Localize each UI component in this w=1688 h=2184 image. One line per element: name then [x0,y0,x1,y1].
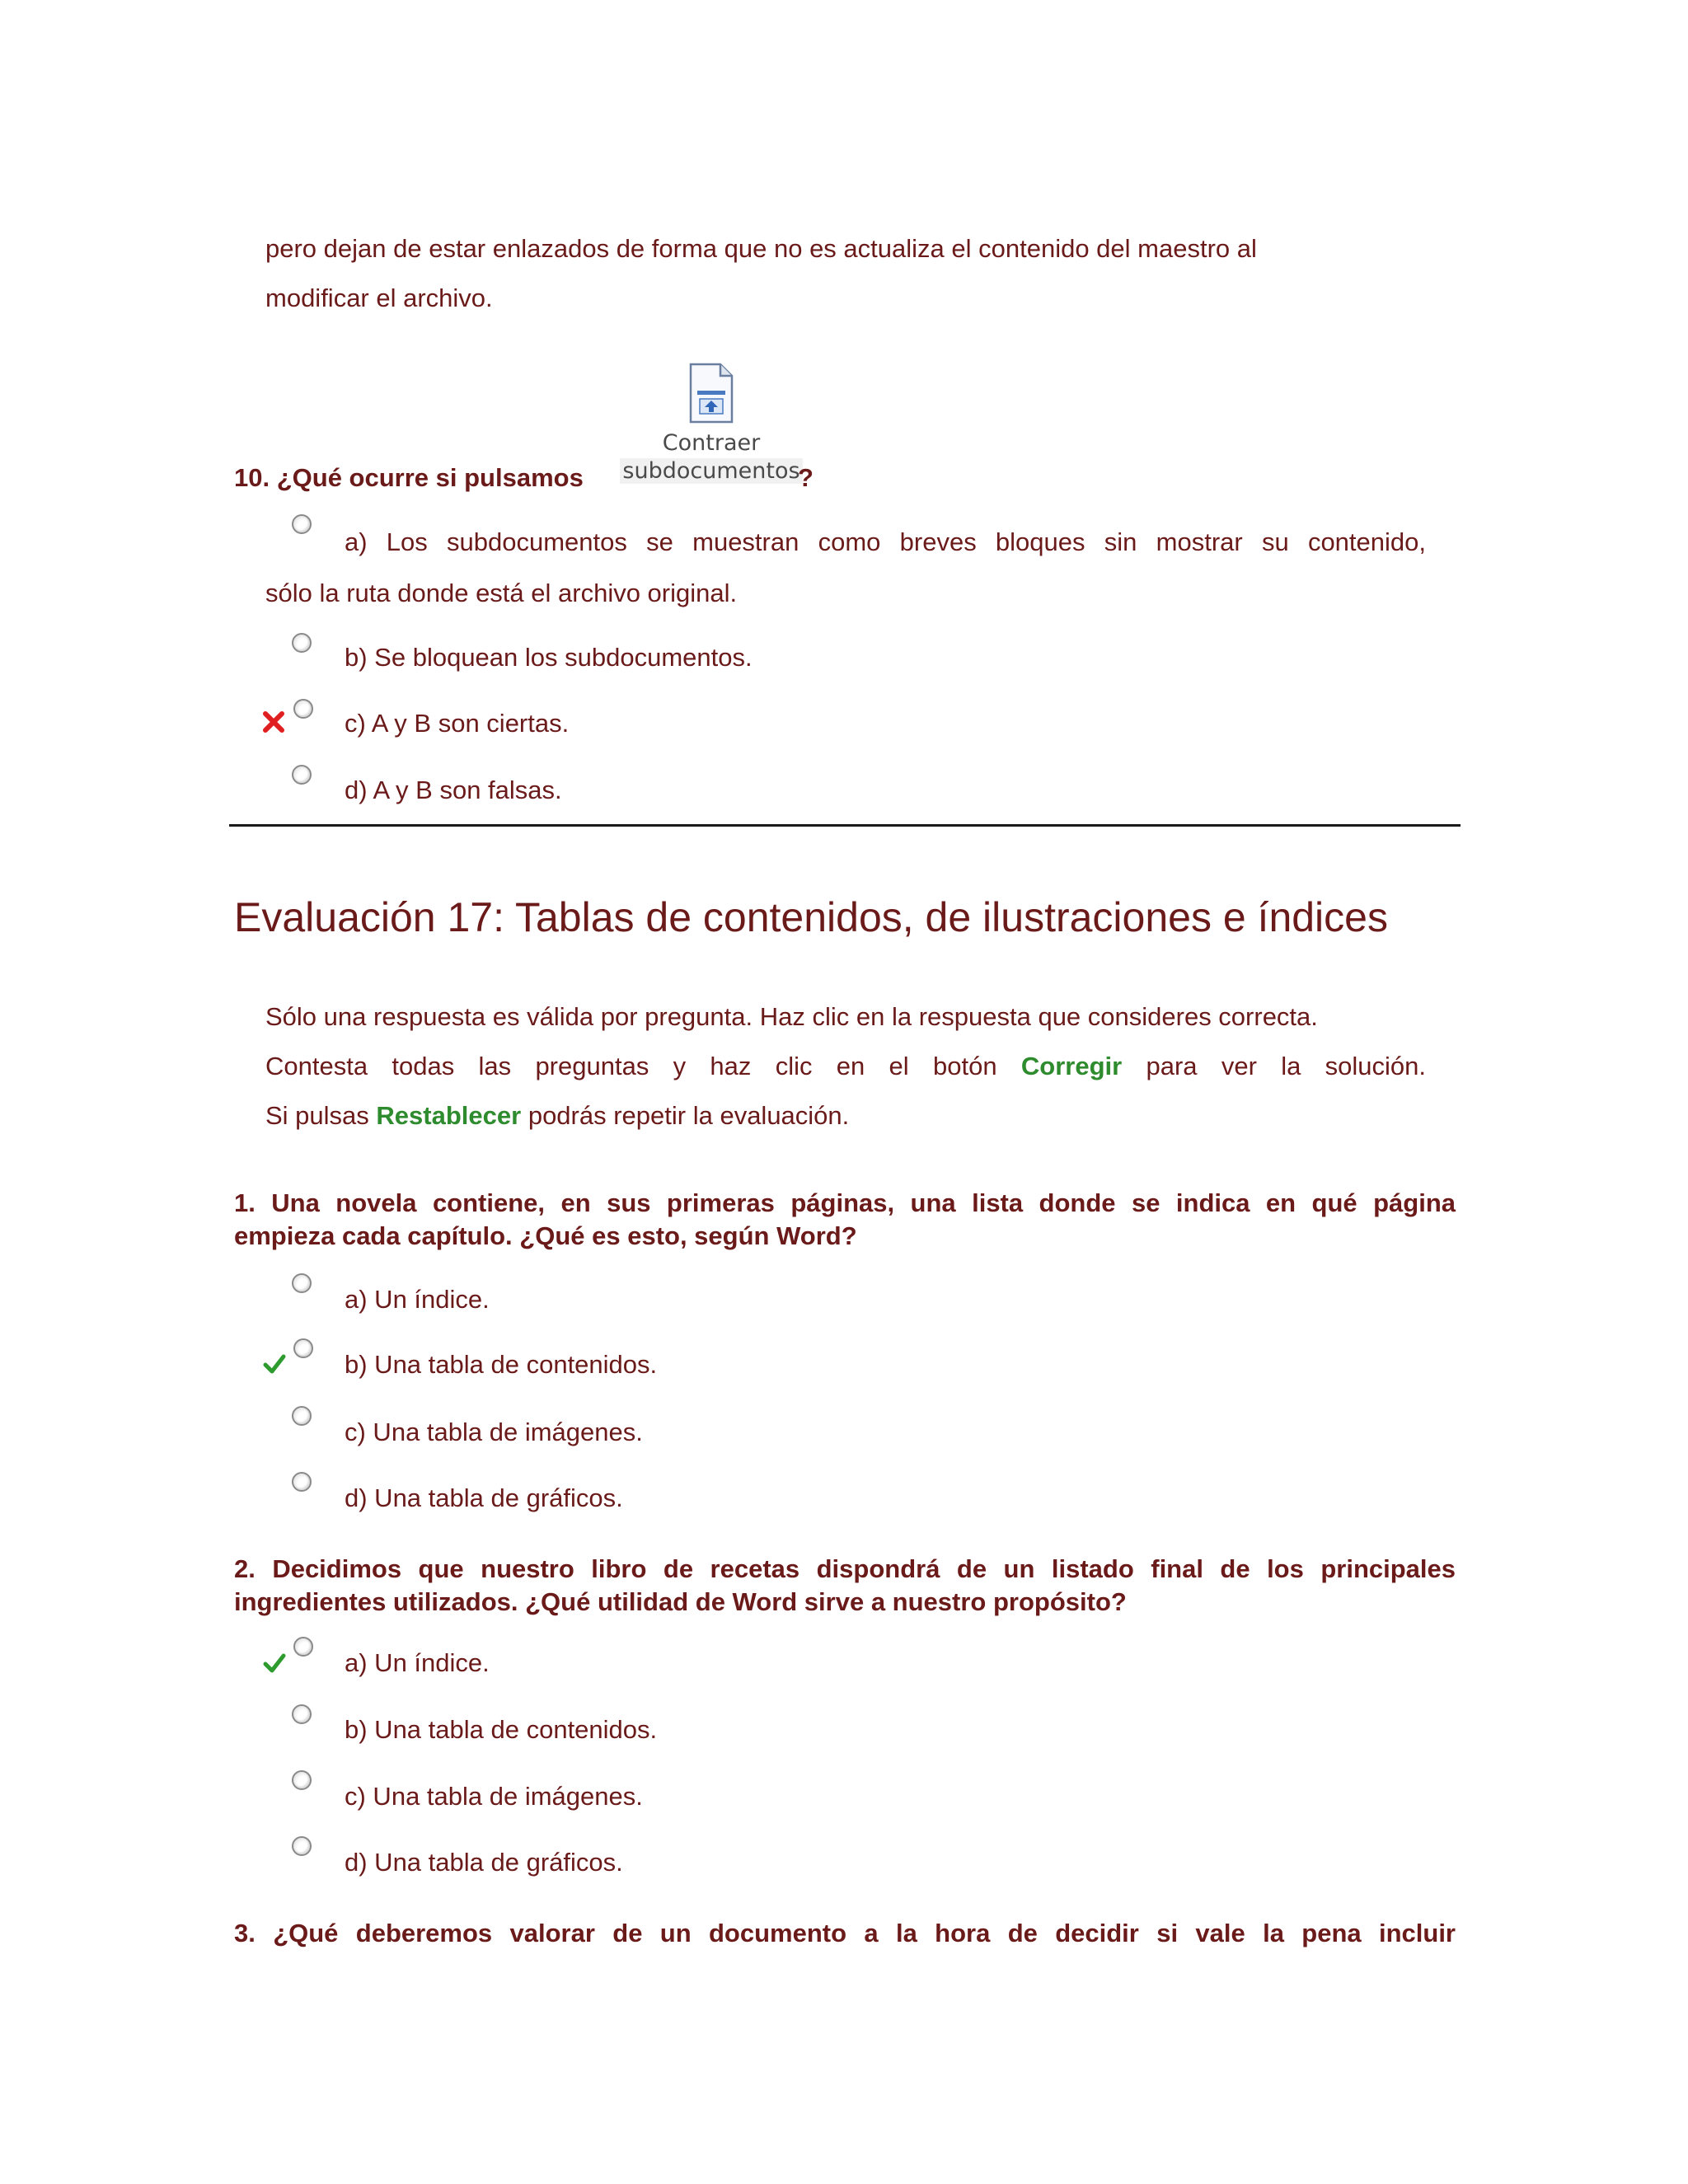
restablecer-link[interactable]: Restablecer [376,1101,522,1130]
q10-option-d-radio[interactable] [292,765,312,785]
q10-option-c[interactable]: c) A y B son ciertas. [345,709,570,738]
q10-option-b[interactable]: b) Se bloquean los subdocumentos. [345,643,753,672]
q1-option-d[interactable]: d) Una tabla de gráficos. [345,1483,623,1512]
intro-paragraph [265,224,1426,323]
q3-title [234,1917,1456,1950]
section-divider [229,824,1461,827]
q2-option-b[interactable]: b) Una tabla de contenidos. [345,1715,658,1744]
correct-answer-check-icon [262,1651,287,1675]
q10-title: 10. ¿Qué ocurre si pulsamos [234,463,584,492]
collapse-button-label-2: subdocumentos [620,458,803,484]
instructions-paragraph [265,992,1426,1141]
q2-option-d[interactable]: d) Una tabla de gráficos. [345,1848,623,1877]
q10-option-a[interactable] [265,517,1426,619]
q10-option-d[interactable]: d) A y B son falsas. [345,776,562,804]
collapse-subdocuments-button-image [620,356,803,496]
wrong-answer-x-icon [262,710,285,733]
correct-answer-check-icon [262,1352,287,1376]
intro-line-1: pero dejan de estar enlazados de forma que no es actualiza el contenido del maestro al [265,234,1257,263]
collapse-subdocuments-icon [687,363,735,425]
q1-title-line-2: empieza cada capítulo. ¿Qué es esto, según Word? [234,1221,857,1250]
q2-option-b-radio[interactable] [292,1704,312,1724]
q10-option-a-line-2: sólo la ruta donde está el archivo original. [265,579,738,607]
q2-title [234,1553,1456,1619]
q2-title-line-2: ingredientes utilizados. ¿Qué utilidad de Word sirve a nuestro propósito? [234,1587,1127,1616]
q10-option-c-radio[interactable] [293,699,313,719]
corregir-link[interactable]: Corregir [1020,1052,1123,1080]
q1-option-c-radio[interactable] [292,1406,312,1426]
q10-question-mark: ? [798,463,814,492]
q1-option-d-radio[interactable] [292,1472,312,1492]
q1-option-a[interactable]: a) Un índice. [345,1285,490,1314]
q1-title-line-1: 1. Una novela contiene, en sus primeras páginas, una lista donde se indica en qué página [234,1188,1456,1217]
section-title: Evaluación 17: Tablas de contenidos, de ilustraciones e índices [234,894,1388,940]
q10-option-b-radio[interactable] [292,633,312,653]
q2-option-c[interactable]: c) Una tabla de imágenes. [345,1782,643,1811]
q2-option-d-radio[interactable] [292,1836,312,1856]
q1-title [234,1187,1456,1253]
collapse-button-label-1: Contraer [662,430,761,456]
q2-option-c-radio[interactable] [292,1770,312,1790]
instructions-line-2: Contesta todas las preguntas y haz clic en el botón Corregir para ver la solución. [265,1052,1426,1080]
q2-title-line-1: 2. Decidimos que nuestro libro de recetas dispondrá de un listado final de los principales [234,1554,1456,1583]
instructions-line-3: Si pulsas Restablecer podrás repetir la evaluación. [265,1101,850,1130]
instructions-line-1: Sólo una respuesta es válida por pregunta. Haz clic en la respuesta que consideres correcta. [265,1002,1318,1031]
q2-option-a[interactable]: a) Un índice. [345,1648,490,1677]
q3-title-line-1: 3. ¿Qué deberemos valorar de un documento a la hora de decidir si vale la pena incluir [234,1919,1456,1947]
q1-option-b-radio[interactable] [293,1338,313,1358]
q1-option-a-radio[interactable] [292,1273,312,1293]
intro-line-2: modificar el archivo. [265,284,493,312]
q1-option-b[interactable]: b) Una tabla de contenidos. [345,1350,658,1379]
q2-option-a-radio[interactable] [293,1637,313,1657]
q10-option-a-line-1: a) Los subdocumentos se muestran como breves bloques sin mostrar su contenido, [345,527,1426,556]
q1-option-c[interactable]: c) Una tabla de imágenes. [345,1418,643,1446]
